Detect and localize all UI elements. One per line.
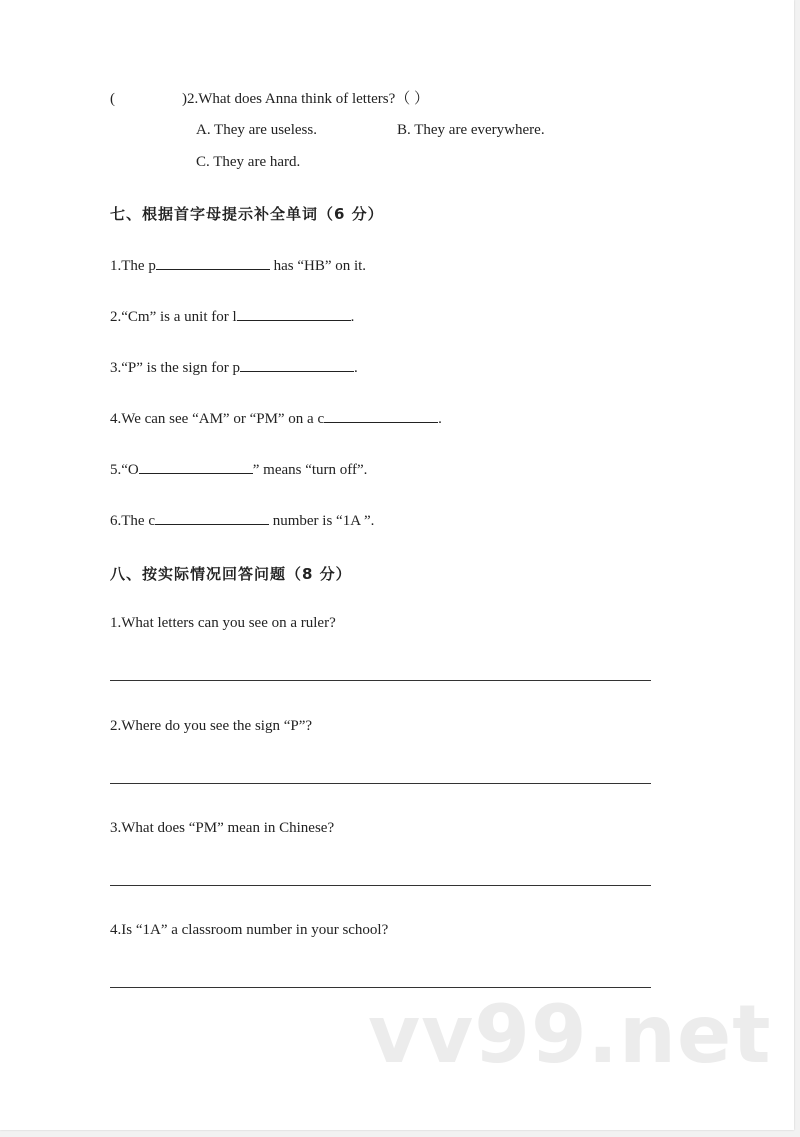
question-1: 1.What letters can you see on a ruler? [110, 615, 336, 631]
fill-item-2-prefix: 2.“Cm” is a unit for l [110, 309, 237, 325]
fill-item-3-prefix: 3.“P” is the sign for p [110, 360, 240, 376]
fill-blank-1[interactable] [156, 255, 270, 270]
fill-item-1-prefix: 1.The p [110, 258, 156, 274]
fill-item-2-suffix: . [350, 309, 355, 325]
option-b: B. They are everywhere. [397, 122, 545, 138]
answer-paren-open: ( [110, 91, 115, 107]
fill-item-4 [110, 408, 442, 429]
fill-blank-3[interactable] [240, 357, 354, 372]
fill-item-6-prefix: 6.The c [110, 513, 155, 529]
question-2: 2.Where do you see the sign “P”? [110, 718, 313, 734]
fill-blank-4[interactable] [324, 408, 438, 423]
fill-item-6 [110, 510, 374, 531]
answer-line-3[interactable] [110, 885, 651, 886]
section-8-heading: 八、按实际情况回答问题（8 分） [110, 565, 352, 583]
fill-blank-5[interactable] [139, 459, 253, 474]
option-a: A. They are useless. [196, 122, 317, 138]
question-4: 4.Is “1A” a classroom number in your school? [110, 922, 389, 938]
fill-item-6-suffix: number is “1A ”. [268, 513, 375, 529]
watermark: vv99.net [368, 988, 772, 1081]
fill-item-1-suffix: has “HB” on it. [269, 258, 367, 274]
fill-item-5 [110, 459, 367, 480]
fill-item-2 [110, 306, 354, 327]
fill-item-3-suffix: . [353, 360, 358, 376]
fill-item-5-suffix: ” means “turn off”. [252, 462, 368, 478]
fill-item-4-prefix: 4.We can see “AM” or “PM” on a c [110, 411, 325, 427]
fill-item-1 [110, 255, 366, 276]
fill-blank-6[interactable] [155, 510, 269, 525]
mc-question-2: )2.What does Anna think of letters?（ ） [182, 91, 430, 107]
fill-item-4-suffix: . [438, 411, 442, 427]
question-3: 3.What does “PM” mean in Chinese? [110, 820, 335, 836]
fill-item-3 [110, 357, 358, 378]
answer-line-2[interactable] [110, 783, 651, 784]
fill-item-5-prefix: 5.“O [110, 462, 139, 478]
section-7-heading: 七、根据首字母提示补全单词（6 分） [110, 205, 384, 223]
option-c: C. They are hard. [196, 154, 301, 170]
fill-blank-2[interactable] [237, 306, 351, 321]
answer-line-1[interactable] [110, 680, 651, 681]
